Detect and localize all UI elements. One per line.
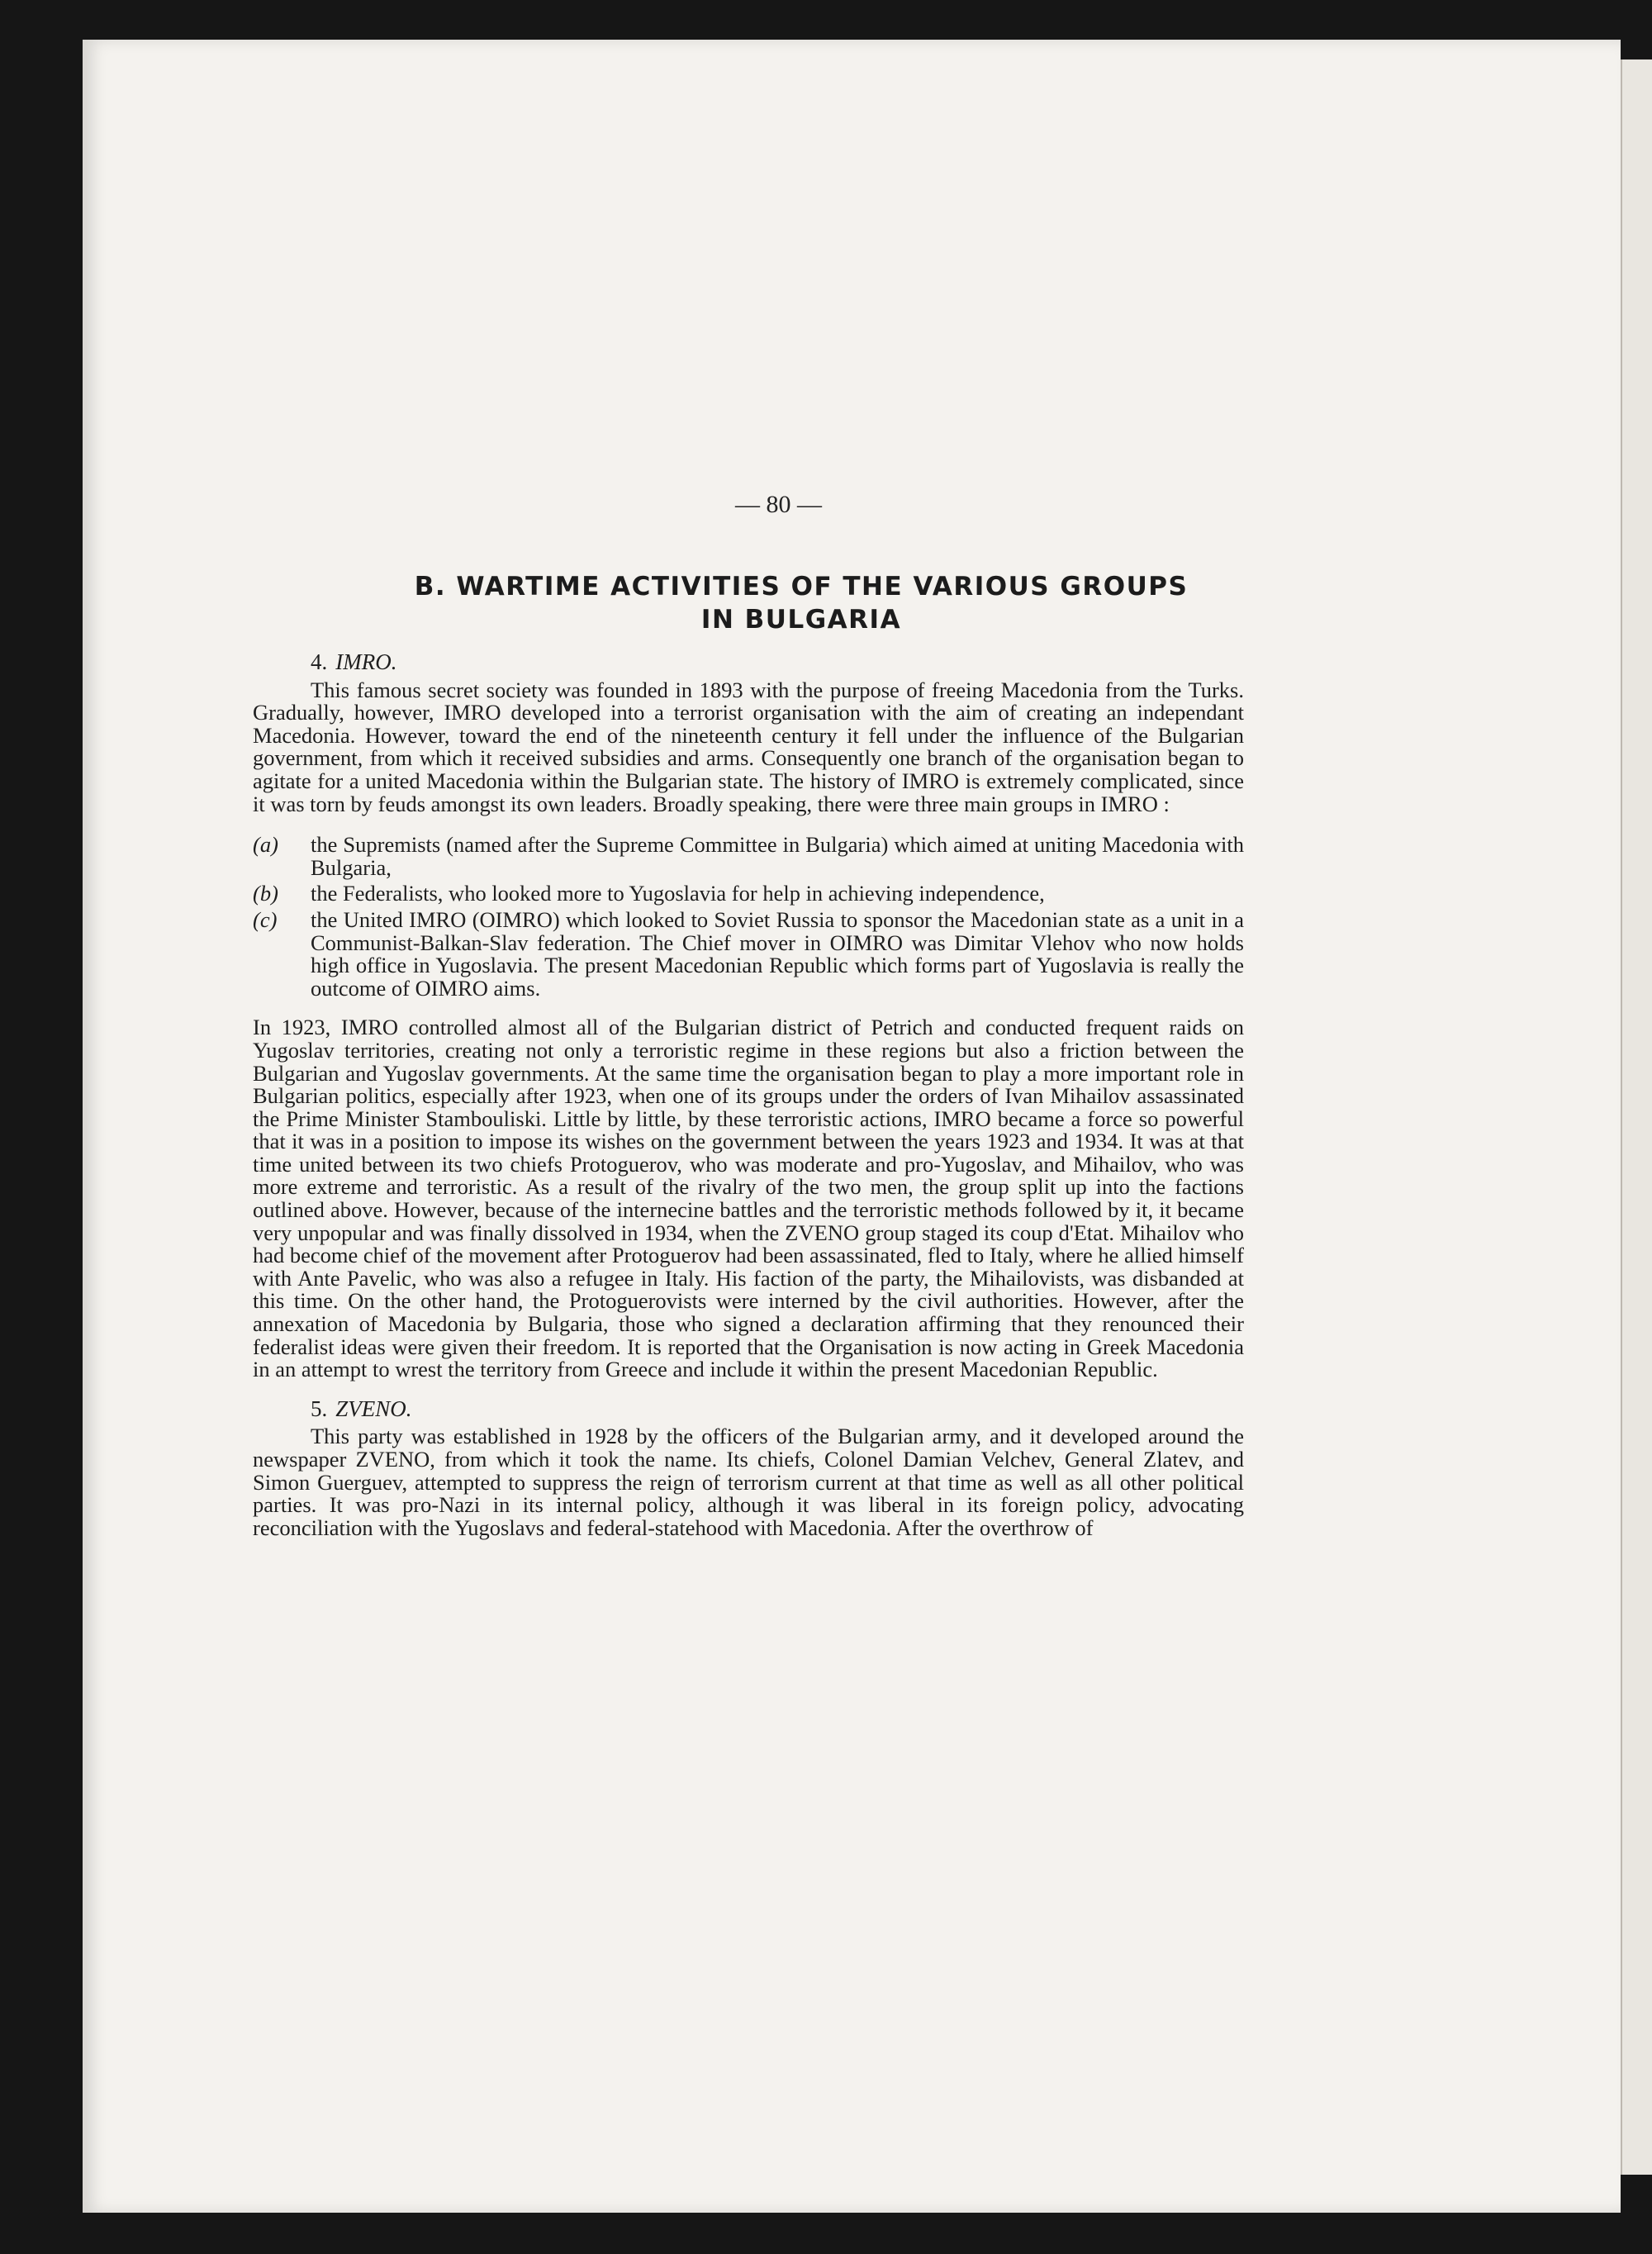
- zveno-heading: [311, 1398, 1244, 1421]
- list-item-label: (a): [253, 832, 278, 858]
- imro-heading: [311, 651, 1244, 674]
- imro-groups-list: [253, 834, 1244, 1000]
- imro-heading-title: IMRO.: [335, 649, 397, 674]
- zveno-heading-title: ZVENO.: [335, 1396, 412, 1421]
- section-title-line-1: B. WARTIME ACTIVITIES OF THE VARIOUS GROUPS: [414, 572, 1189, 602]
- list-item-label: (b): [253, 881, 278, 906]
- next-page-edge: [1621, 59, 1652, 2175]
- list-item-text: the Supremists (named after the Supreme Committee in Bulgaria) which aimed at uniting Macedonia with Bulgaria,: [311, 832, 1244, 880]
- imro-intro-paragraph: This famous secret society was founded in 1893 with the purpose of freeing Macedonia from the Turks. Gradually, however, IMRO developed into a terrorist organisation with the aim of creating an independant Macedonia. However, toward the end of the nineteenth century it fell under the influence of the Bulgarian government, from which it received subsidies and arms. Consequently one branch of the organisation began to agitate for a united Macedonia within the Bulgarian state. The history of IMRO is extremely complicated, since it was torn by feuds amongst its own leaders. Broadly speaking, there were three main groups in IMRO :: [253, 677, 1244, 816]
- list-item: [253, 906, 1244, 1001]
- section-title: [363, 570, 1239, 636]
- page-number: — 80 —: [735, 491, 822, 518]
- list-item-text: the United IMRO (OIMRO) which looked to Soviet Russia to sponsor the Macedonian state as a unit in a Communist-Balkan-Slav federation. The Chief mover in OIMRO was Dimitar Vlehov who now holds high office in Yugoslavia. The present Macedonian Republic which forms part of Yugoslavia is really the outcome of OIMRO aims.: [311, 906, 1244, 1001]
- list-item: [253, 834, 1244, 879]
- zveno-intro-paragraph: This party was established in 1928 by the officers of the Bulgarian army, and it developed around the newspaper ZVENO, from which it took the name. Its chiefs, Colonel Damian Velchev, General Zlatev, and Simon Guerguev, attempted to suppress the reign of terrorism current at that time as well as all other political parties. It was pro-Nazi in its internal policy, although it was liberal in its foreign policy, advocating reconciliation with the Yugoslavs and federal-statehood with Macedonia. After the overthrow of: [253, 1424, 1244, 1540]
- section-title-line-2: IN BULGARIA: [700, 605, 902, 635]
- list-item: [253, 882, 1244, 906]
- imro-history-paragraph: In 1923, IMRO controlled almost all of the Bulgarian district of Petrich and conducted frequent raids on Yugoslav territories, creating not only a terroristic regime in these regions but also a friction between the Bulgarian and Yugoslav governments. At the same time the organisation began to play a more important role in Bulgarian politics, especially after 1923, when one of its groups under the orders of Ivan Mihailov assassinated the Prime Minister Stambouliski. Little by little, by these terroristic actions, IMRO became a force so powerful that it was in a position to impose its wishes on the government between the years 1923 and 1934. It was at that time united between its two chiefs Protoguerov, who was moderate and pro-Yugoslav, and Mihailov, who was more extreme and terroristic. As a result of the rivalry of the two men, the group split up into the factions outlined above. However, because of the internecine battles and the terroristic methods followed by it, it became very unpopular and was finally dissolved in 1934, when the ZVENO group staged its coup d'Etat. Mihailov who had become chief of the movement after Protoguerov had been assassinated, fled to Italy, where he allied himself with Ante Pavelic, who was also a refugee in Italy. His faction of the party, the Mihailovists, was disbanded at this time. On the other hand, the Protoguerovists were interned by the civil authorities. However, after the annexation of Macedonia by Bulgaria, those who signed a declaration affirming that they renounced their federalist ideas were given their freedom. It is reported that the Organisation is now acting in Greek Macedonia in an attempt to wrest the territory from Greece and include it within the present Macedonian Republic.: [253, 1015, 1244, 1382]
- list-item-text: the Federalists, who looked more to Yugoslavia for help in achieving independence,: [311, 881, 1045, 906]
- list-item-label: (c): [253, 906, 278, 932]
- imro-heading-number: 4.: [311, 649, 328, 674]
- document-body: [253, 651, 1244, 1539]
- zveno-heading-number: 5.: [311, 1396, 328, 1421]
